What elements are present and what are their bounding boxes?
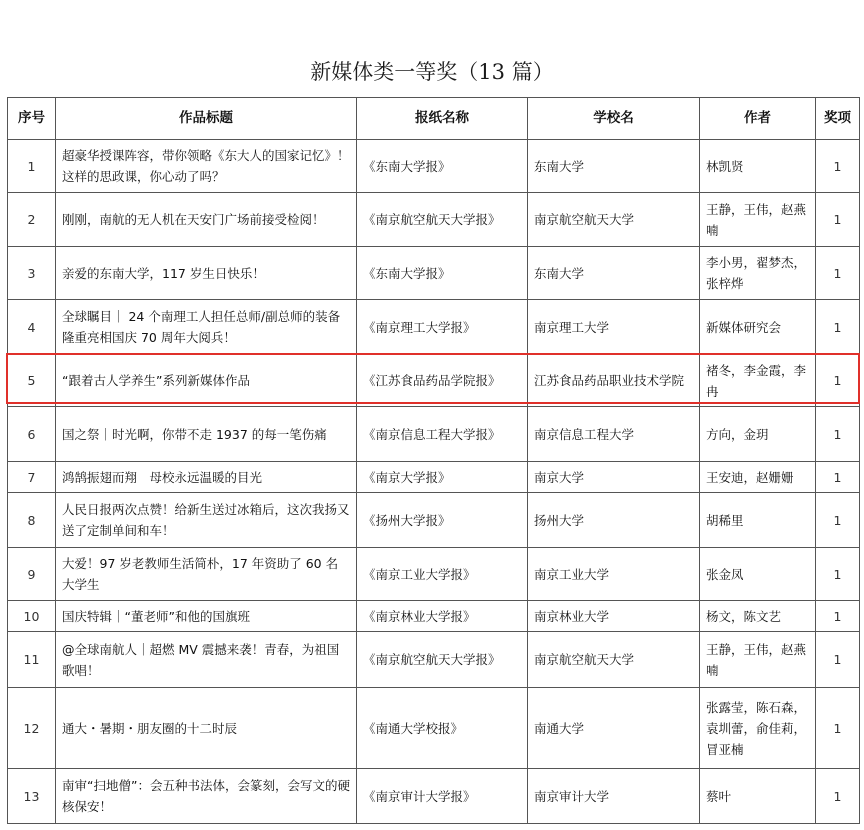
school-name: 东南大学 xyxy=(528,247,700,300)
newspaper-name: 《东南大学报》 xyxy=(357,140,528,193)
page-title: 新媒体类一等奖（13 篇） xyxy=(310,60,554,84)
award-count: 1 xyxy=(816,601,860,632)
school-name: 南京工业大学 xyxy=(528,548,700,601)
work-title: 大爱！97 岁老教师生活简朴，17 年资助了 60 名大学生 xyxy=(56,548,357,601)
author-names: 张露莹，陈石森，袁圳蕾，俞佳莉，冒亚楠 xyxy=(700,688,816,769)
row-number: 9 xyxy=(8,548,56,601)
award-count: 1 xyxy=(816,769,860,824)
row-number: 13 xyxy=(8,769,56,824)
work-title: “跟着古人学养生”系列新媒体作品 xyxy=(56,355,357,407)
school-name: 南京信息工程大学 xyxy=(528,407,700,462)
work-title: 鸿鹄振翅而翔 母校永远温暖的目光 xyxy=(56,462,357,493)
award-count: 1 xyxy=(816,548,860,601)
newspaper-name: 《南通大学校报》 xyxy=(357,688,528,769)
row-number: 1 xyxy=(8,140,56,193)
col-header-no: 序号 xyxy=(8,98,56,140)
author-names: 胡稀里 xyxy=(700,493,816,548)
col-header-paper: 报纸名称 xyxy=(357,98,528,140)
row-number: 10 xyxy=(8,601,56,632)
award-count: 1 xyxy=(816,300,860,355)
row-number: 11 xyxy=(8,632,56,688)
work-title: 国之祭｜时光啊，你带不走 1937 的每一笔伤痛 xyxy=(56,407,357,462)
award-count: 1 xyxy=(816,462,860,493)
newspaper-name: 《南京航空航天大学报》 xyxy=(357,632,528,688)
newspaper-name: 《扬州大学报》 xyxy=(357,493,528,548)
awards-table xyxy=(7,97,860,824)
newspaper-name: 《江苏食品药品学院报》 xyxy=(357,355,528,407)
author-names: 张金凤 xyxy=(700,548,816,601)
author-names: 李小男，翟梦杰，张梓烨 xyxy=(700,247,816,300)
col-header-title: 作品标题 xyxy=(56,98,357,140)
school-name: 扬州大学 xyxy=(528,493,700,548)
col-header-author: 作者 xyxy=(700,98,816,140)
row-number: 8 xyxy=(8,493,56,548)
author-names: 王安迪，赵姗姗 xyxy=(700,462,816,493)
newspaper-name: 《南京航空航天大学报》 xyxy=(357,193,528,247)
row-number: 3 xyxy=(8,247,56,300)
work-title: 通大・暑期・朋友圈的十二时辰 xyxy=(56,688,357,769)
school-name: 南京航空航天大学 xyxy=(528,632,700,688)
table-row xyxy=(8,688,860,769)
author-names: 蔡叶 xyxy=(700,769,816,824)
school-name: 东南大学 xyxy=(528,140,700,193)
table-row xyxy=(8,462,860,493)
school-name: 南通大学 xyxy=(528,688,700,769)
newspaper-name: 《南京林业大学报》 xyxy=(357,601,528,632)
school-name: 江苏食品药品职业技术学院 xyxy=(528,355,700,407)
award-count: 1 xyxy=(816,193,860,247)
table-row xyxy=(8,769,860,824)
row-number: 4 xyxy=(8,300,56,355)
school-name: 南京理工大学 xyxy=(528,300,700,355)
newspaper-name: 《南京审计大学报》 xyxy=(357,769,528,824)
author-names: 林凯贤 xyxy=(700,140,816,193)
school-name: 南京审计大学 xyxy=(528,769,700,824)
table-header-row xyxy=(8,98,860,140)
col-header-award: 奖项 xyxy=(816,98,860,140)
work-title: 亲爱的东南大学，117 岁生日快乐！ xyxy=(56,247,357,300)
table-row-highlighted xyxy=(8,355,860,407)
newspaper-name: 《南京工业大学报》 xyxy=(357,548,528,601)
school-name: 南京大学 xyxy=(528,462,700,493)
work-title: 刚刚，南航的无人机在天安门广场前接受检阅！ xyxy=(56,193,357,247)
newspaper-name: 《南京理工大学报》 xyxy=(357,300,528,355)
school-name: 南京林业大学 xyxy=(528,601,700,632)
author-names: 方向，金玥 xyxy=(700,407,816,462)
table-row xyxy=(8,407,860,462)
award-count: 1 xyxy=(816,247,860,300)
work-title: 全球瞩目｜ 24 个南理工人担任总师/副总师的装备隆重亮相国庆 70 周年大阅兵！ xyxy=(56,300,357,355)
award-count: 1 xyxy=(816,493,860,548)
row-number: 12 xyxy=(8,688,56,769)
award-count: 1 xyxy=(816,407,860,462)
col-header-school: 学校名 xyxy=(528,98,700,140)
author-names: 王静，王伟，赵燕喃 xyxy=(700,632,816,688)
author-names: 王静，王伟，赵燕喃 xyxy=(700,193,816,247)
newspaper-name: 《东南大学报》 xyxy=(357,247,528,300)
table-row xyxy=(8,193,860,247)
work-title: 南审“扫地僧”：会五种书法体，会篆刻，会写文的硬核保安！ xyxy=(56,769,357,824)
row-number: 5 xyxy=(8,355,56,407)
work-title: 超豪华授课阵容，带你领略《东大人的国家记忆》！这样的思政课，你心动了吗？ xyxy=(56,140,357,193)
table-row xyxy=(8,632,860,688)
table-row xyxy=(8,601,860,632)
newspaper-name: 《南京信息工程大学报》 xyxy=(357,407,528,462)
author-names: 新媒体研究会 xyxy=(700,300,816,355)
table-row xyxy=(8,140,860,193)
school-name: 南京航空航天大学 xyxy=(528,193,700,247)
work-title: @全球南航人｜超燃 MV 震撼来袭！青春，为祖国歌唱！ xyxy=(56,632,357,688)
author-names: 杨文，陈文艺 xyxy=(700,601,816,632)
award-count: 1 xyxy=(816,140,860,193)
row-number: 7 xyxy=(8,462,56,493)
table-row xyxy=(8,300,860,355)
table-row xyxy=(8,548,860,601)
award-count: 1 xyxy=(816,355,860,407)
row-number: 6 xyxy=(8,407,56,462)
award-count: 1 xyxy=(816,688,860,769)
work-title: 国庆特辑｜“董老师”和他的国旗班 xyxy=(56,601,357,632)
work-title: 人民日报两次点赞！给新生送过冰箱后，这次我扬又送了定制单间和车！ xyxy=(56,493,357,548)
author-names: 褚冬，李金霞，李冉 xyxy=(700,355,816,407)
award-count: 1 xyxy=(816,632,860,688)
newspaper-name: 《南京大学报》 xyxy=(357,462,528,493)
table-row xyxy=(8,493,860,548)
table-row xyxy=(8,247,860,300)
row-number: 2 xyxy=(8,193,56,247)
